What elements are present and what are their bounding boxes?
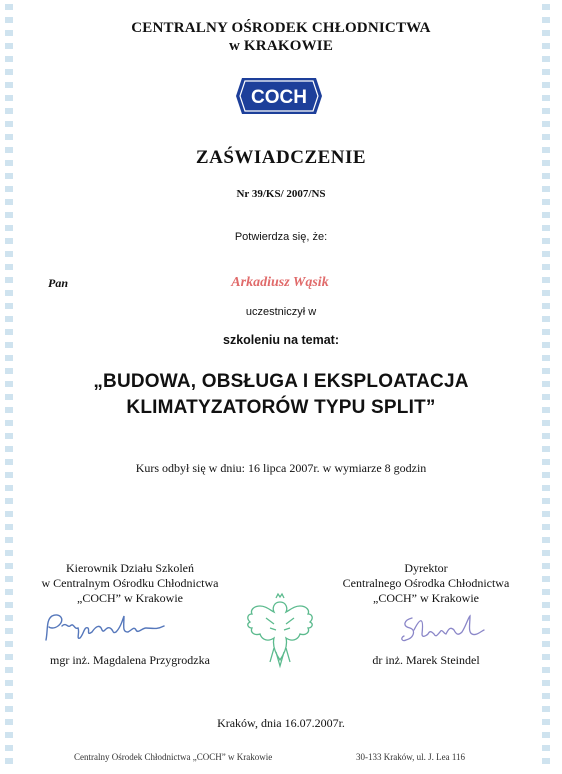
- coch-logo: [236, 76, 322, 116]
- left-signatory-line-3: „COCH” w Krakowie: [77, 591, 183, 605]
- topic-line-2: KLIMATYZATORÓW TYPU SPLIT”: [126, 397, 436, 418]
- footer-address-right: 30-133 Kraków, ul. J. Lea 116: [356, 752, 466, 762]
- institution-line-1: CENTRALNY OŚRODEK CHŁODNICTWA: [131, 20, 431, 36]
- institution-line-2: w KRAKOWIE: [228, 38, 334, 54]
- course-info: Kurs odbył się w dniu: 16 lipca 2007r. w wymiarze 8 godzin: [135, 461, 427, 475]
- right-signatory-line-3: „COCH” w Krakowie: [373, 591, 479, 605]
- training-label: szkoleniu na temat:: [223, 333, 339, 347]
- footer-address-left: Centralny Ośrodek Chłodnictwa „COCH” w Krakowie: [74, 752, 273, 762]
- salutation: Pan: [48, 276, 69, 290]
- recipient-name: Arkadiusz Wąsik: [231, 275, 329, 290]
- place-and-date: Kraków, dnia 16.07.2007r.: [217, 716, 345, 730]
- participated-text: uczestniczył w: [245, 306, 317, 318]
- left-signatory-name: mgr inż. Magdalena Przygrodzka: [50, 653, 210, 667]
- left-signatory-line-1: Kierownik Działu Szkoleń: [66, 561, 194, 575]
- left-signatory-line-2: w Centralnym Ośrodku Chłodnictwa: [41, 576, 219, 590]
- right-signatory-title: [306, 561, 546, 606]
- left-handwritten-signature: [40, 612, 170, 651]
- right-handwritten-signature: [398, 612, 488, 651]
- right-signatory-line-2: Centralnego Ośrodka Chłodnictwa: [342, 576, 510, 590]
- left-signatory-title: [10, 561, 250, 606]
- logo-text: COCH: [251, 87, 307, 108]
- certificate-number: Nr 39/KS/ 2007/NS: [236, 188, 326, 200]
- confirmation-text: Potwierdza się, że:: [234, 231, 328, 243]
- topic-line-1: „BUDOWA, OBSŁUGA I EKSPLOATACJA: [93, 371, 469, 392]
- right-signatory-line-1: Dyrektor: [404, 561, 448, 575]
- certificate-title: ZAŚWIADCZENIE: [195, 147, 367, 168]
- right-signatory-name: dr inż. Marek Steindel: [372, 653, 480, 667]
